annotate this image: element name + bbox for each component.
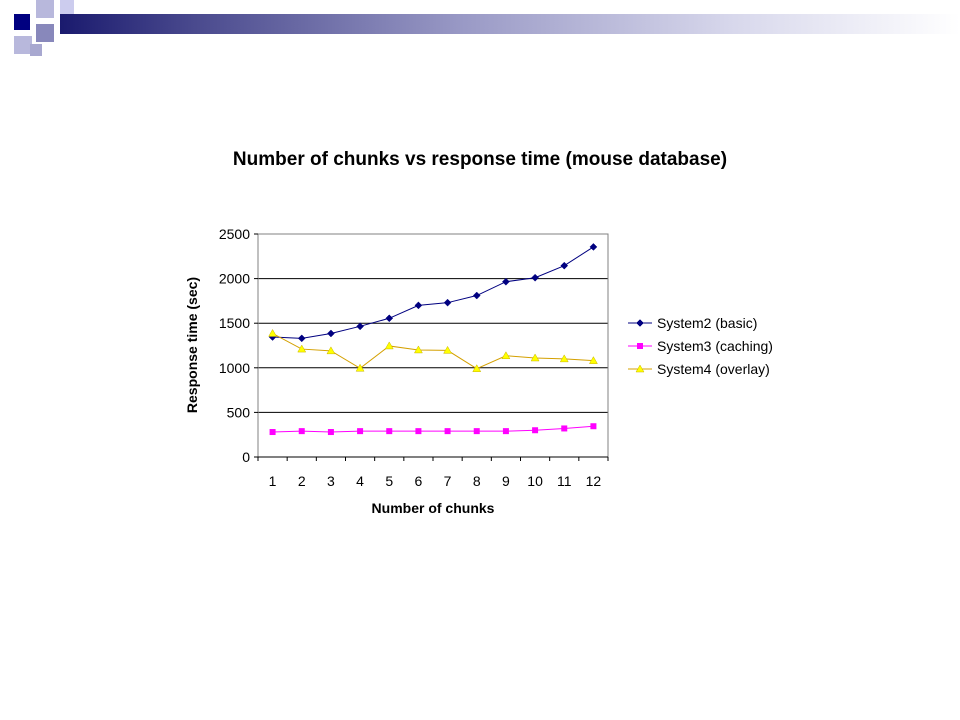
data-point xyxy=(590,243,597,250)
data-point xyxy=(299,428,305,434)
data-point xyxy=(270,429,276,435)
data-point xyxy=(357,428,363,434)
y-tick-label: 500 xyxy=(226,404,250,421)
x-tick-label: 11 xyxy=(556,473,572,489)
data-point xyxy=(444,299,451,306)
data-point xyxy=(357,323,364,330)
x-tick-label: 2 xyxy=(297,473,306,489)
data-point xyxy=(327,330,334,337)
series-1 xyxy=(269,243,597,341)
data-point xyxy=(532,274,539,281)
legend-label: System2 (basic) xyxy=(657,315,758,331)
legend xyxy=(628,315,773,377)
data-point xyxy=(474,428,480,434)
data-point xyxy=(269,329,277,336)
data-point xyxy=(386,315,393,322)
data-point xyxy=(445,428,451,434)
x-tick-label: 12 xyxy=(585,473,602,489)
x-tick-label: 4 xyxy=(356,473,364,489)
data-point xyxy=(298,335,305,342)
legend-item xyxy=(628,315,757,331)
x-tick-label: 3 xyxy=(327,473,335,489)
x-axis-title: Number of chunks xyxy=(371,500,495,516)
legend-label: System4 (overlay) xyxy=(657,361,770,377)
x-tick-label: 5 xyxy=(385,473,394,489)
data-point xyxy=(502,352,510,359)
data-point xyxy=(385,342,393,349)
legend-marker xyxy=(637,320,644,327)
legend-item xyxy=(628,361,770,377)
x-tick-label: 10 xyxy=(527,473,543,489)
data-point xyxy=(386,428,392,434)
x-tick-label: 9 xyxy=(502,473,510,489)
y-axis-title: Response time (sec) xyxy=(184,276,200,414)
y-axis-ticks xyxy=(219,226,258,465)
y-tick-label: 1000 xyxy=(218,359,250,376)
x-tick-label: 7 xyxy=(443,473,452,489)
chart-title: Number of chunks vs response time (mouse database) xyxy=(232,149,728,170)
legend-marker xyxy=(637,343,643,349)
series-2 xyxy=(270,423,597,435)
data-point xyxy=(473,292,480,299)
data-point xyxy=(532,427,538,433)
gridlines xyxy=(258,234,608,412)
series-line xyxy=(273,333,594,368)
y-tick-label: 0 xyxy=(242,449,250,465)
y-tick-label: 2000 xyxy=(218,270,250,287)
data-point xyxy=(328,429,334,435)
legend-label: System3 (caching) xyxy=(657,338,773,354)
data-point xyxy=(503,428,509,434)
x-tick-label: 8 xyxy=(472,473,481,489)
data-point xyxy=(502,278,509,285)
data-point xyxy=(415,428,421,434)
data-point xyxy=(561,262,568,269)
x-tick-label: 6 xyxy=(414,473,423,489)
data-point xyxy=(590,423,596,429)
plot-area-frame xyxy=(258,234,608,457)
x-axis-ticks xyxy=(258,457,608,489)
y-tick-label: 2500 xyxy=(218,226,250,242)
data-point xyxy=(415,302,422,309)
y-tick-label: 1500 xyxy=(218,315,250,332)
data-point xyxy=(561,425,567,431)
series-line xyxy=(273,426,594,432)
x-tick-label: 1 xyxy=(268,473,277,489)
data-point xyxy=(298,345,306,352)
legend-item xyxy=(628,338,773,354)
series-lines xyxy=(269,243,598,435)
series-line xyxy=(273,247,594,338)
